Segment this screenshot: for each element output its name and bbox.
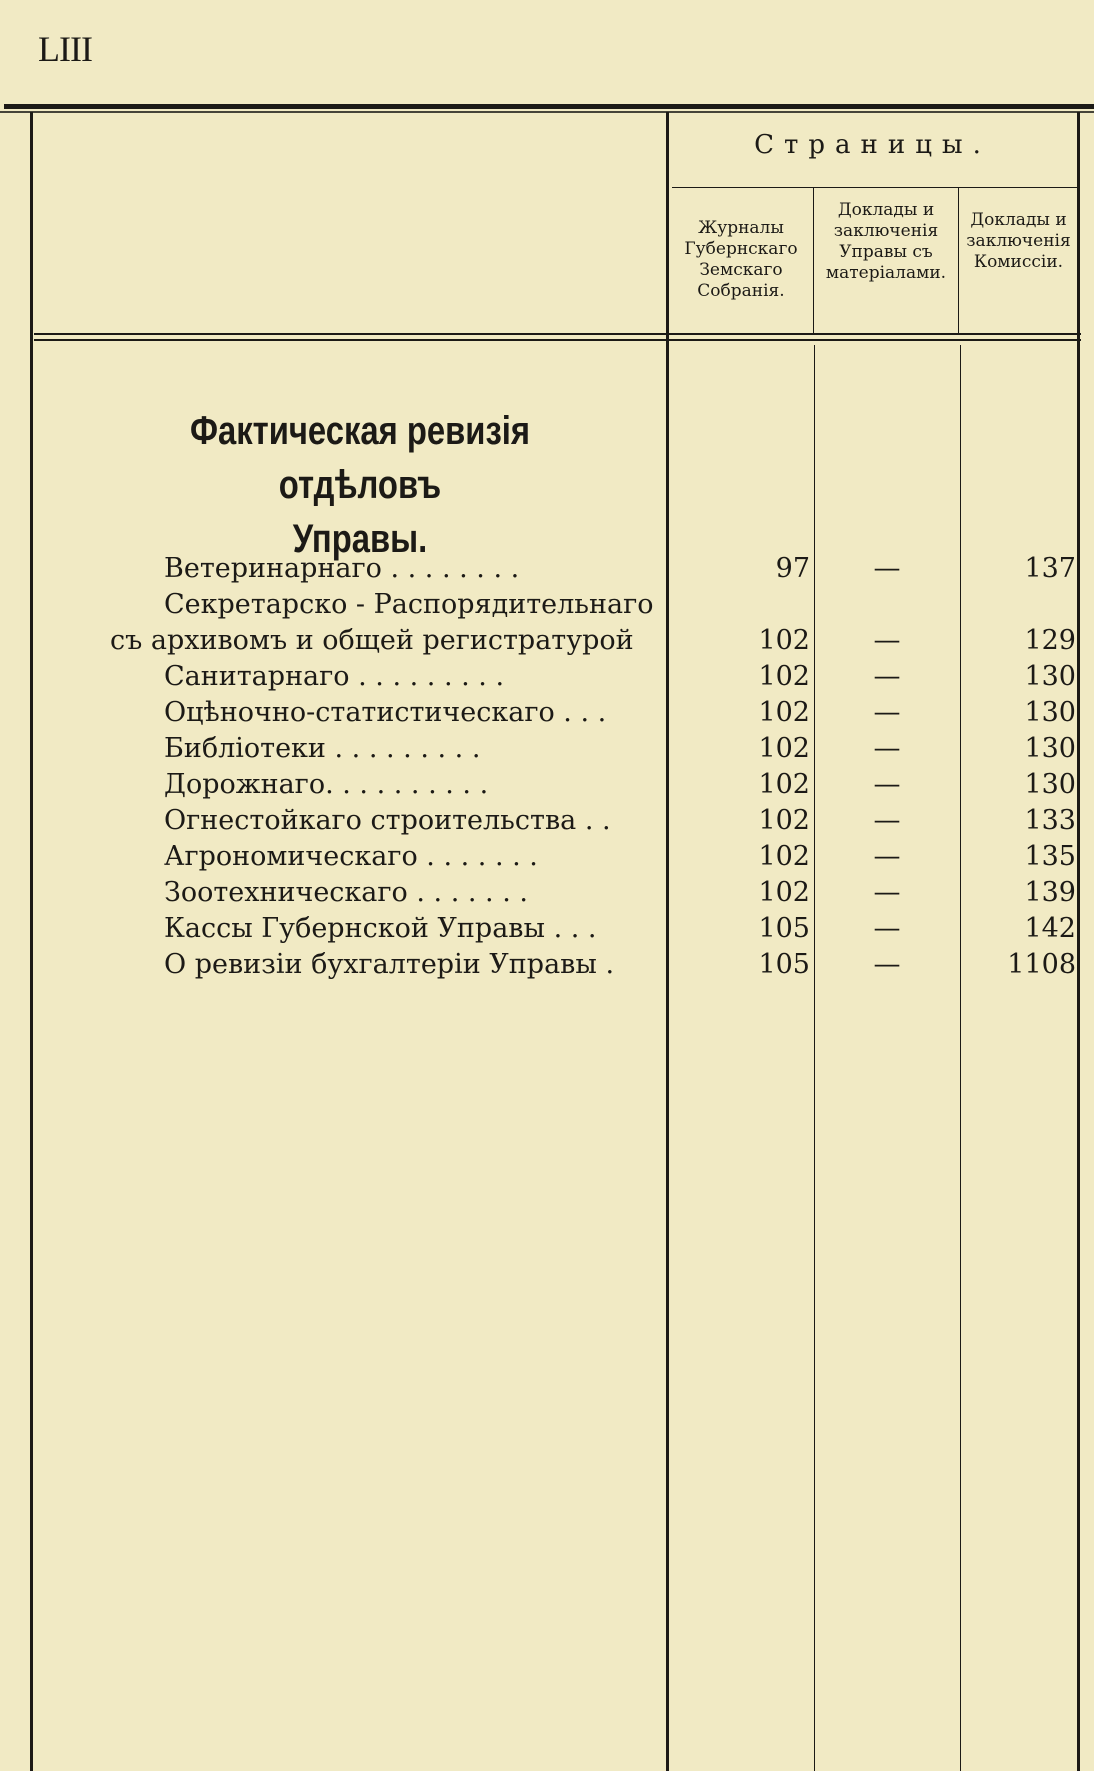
reports-page: — bbox=[873, 805, 901, 836]
top-double-rule bbox=[4, 104, 1094, 109]
journal-page: 105 bbox=[758, 949, 810, 980]
journal-page: 102 bbox=[758, 769, 810, 800]
table-row bbox=[0, 623, 1094, 659]
row-label: Агрономическаго . . . . . . . bbox=[164, 841, 538, 872]
column-header-commission-reports: Доклады и заключенія Комиссіи. bbox=[966, 210, 1071, 272]
commission-page: 130 bbox=[1024, 661, 1076, 692]
row-label: Санитарнаго . . . . . . . . . bbox=[164, 661, 505, 692]
table-row bbox=[0, 803, 1094, 839]
commission-page: 130 bbox=[1024, 697, 1076, 728]
table-row bbox=[0, 947, 1094, 983]
row-label: Зоотехническаго . . . . . . . bbox=[164, 877, 528, 908]
header-divider-2 bbox=[958, 188, 959, 335]
top-thin-rule bbox=[0, 111, 1094, 113]
row-label: Дорожнаго. . . . . . . . . . bbox=[164, 769, 489, 800]
reports-page: — bbox=[873, 625, 901, 656]
journal-page: 102 bbox=[758, 877, 810, 908]
section-title-line-2: Управы. bbox=[292, 517, 428, 561]
journal-page: 102 bbox=[758, 805, 810, 836]
header-divider-1 bbox=[813, 188, 814, 335]
row-label: О ревизіи бухгалтеріи Управы . bbox=[164, 949, 615, 980]
row-label: Кассы Губернской Управы . . . bbox=[164, 913, 597, 944]
journal-page: 102 bbox=[758, 841, 810, 872]
table-row bbox=[0, 875, 1094, 911]
table-row bbox=[0, 587, 1094, 623]
header-bottom-rule-2 bbox=[34, 339, 1081, 341]
reports-page: — bbox=[873, 769, 901, 800]
row-label: съ архивомъ и общей регистратурой bbox=[110, 625, 634, 656]
table-row bbox=[0, 731, 1094, 767]
pages-header-underline bbox=[672, 187, 1077, 188]
commission-page: 137 bbox=[1024, 553, 1076, 584]
reports-page: — bbox=[873, 733, 901, 764]
page-number: LIII bbox=[38, 29, 92, 69]
commission-page: 139 bbox=[1024, 877, 1076, 908]
journal-page: 105 bbox=[758, 913, 810, 944]
journal-page: 102 bbox=[758, 697, 810, 728]
table-row bbox=[0, 911, 1094, 947]
commission-page: 142 bbox=[1024, 913, 1076, 944]
row-label: Библіотеки . . . . . . . . . bbox=[164, 733, 481, 764]
row-label: Ветеринарнаго . . . . . . . . bbox=[164, 553, 520, 584]
column-header-journals: Журналы Губернскаго Земскаго Собранія. bbox=[684, 218, 798, 301]
commission-page: 130 bbox=[1024, 769, 1076, 800]
table-row bbox=[0, 839, 1094, 875]
table-row bbox=[0, 659, 1094, 695]
row-label: Огнестойкаго строительства . . bbox=[164, 805, 611, 836]
reports-page: — bbox=[873, 877, 901, 908]
journal-page: 102 bbox=[758, 625, 810, 656]
reports-page: — bbox=[873, 949, 901, 980]
column-header-board-reports: Доклады и заключенія Управы съ матеріалами. bbox=[825, 200, 947, 283]
row-label: Оцѣночно-статистическаго . . . bbox=[164, 697, 607, 728]
journal-page: 97 bbox=[775, 553, 810, 584]
reports-page: — bbox=[873, 841, 901, 872]
commission-page: 1108 bbox=[1007, 949, 1076, 980]
commission-page: 130 bbox=[1024, 733, 1076, 764]
section-title-line-1: Фактическая ревизія отдѣловъ bbox=[189, 409, 531, 507]
row-label: Секретарско - Распорядительнаго bbox=[164, 589, 654, 620]
reports-page: — bbox=[873, 553, 901, 584]
reports-page: — bbox=[873, 913, 901, 944]
pages-group-heading: Страницы. bbox=[754, 130, 991, 160]
commission-page: 133 bbox=[1024, 805, 1076, 836]
commission-page: 129 bbox=[1024, 625, 1076, 656]
reports-page: — bbox=[873, 697, 901, 728]
header-bottom-rule bbox=[34, 333, 1081, 335]
reports-page: — bbox=[873, 661, 901, 692]
journal-page: 102 bbox=[758, 661, 810, 692]
commission-page: 135 bbox=[1024, 841, 1076, 872]
table-row bbox=[0, 695, 1094, 731]
table-row bbox=[0, 551, 1094, 587]
table-row bbox=[0, 767, 1094, 803]
journal-page: 102 bbox=[758, 733, 810, 764]
section-title bbox=[114, 404, 606, 566]
